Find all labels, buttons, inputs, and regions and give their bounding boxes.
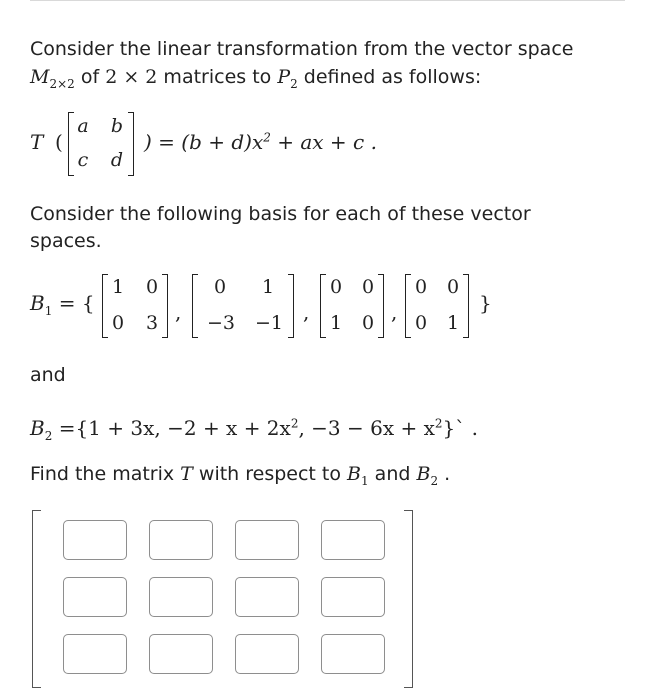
open-paren: ( [55, 130, 63, 154]
b1-m4-right-bracket [463, 274, 469, 338]
b1-sep: , [391, 300, 398, 324]
answer-cell-r1-c1[interactable] [63, 520, 127, 560]
b1-m2-entry: −1 [254, 312, 283, 334]
basis-B2: $B_2 =\{1 + 3x$, $-2 + x + 2x^2$, $-3 - 6x + x^2\}`$ . [30, 416, 478, 443]
answer-left-bracket [32, 510, 41, 688]
answer-cell-r1-c3[interactable] [235, 520, 299, 560]
space-symbol: M [30, 66, 50, 88]
b1-m2-entry: 1 [261, 276, 275, 298]
b1-m4-entry: 0 [414, 312, 428, 334]
answer-cell-r2-c3[interactable] [235, 577, 299, 617]
T-symbol: T [30, 130, 44, 154]
def-matrix-d: d [110, 149, 124, 171]
b1-m3-entry: 0 [361, 312, 375, 334]
b1-m3-right-bracket [378, 274, 384, 338]
transformation-rhs: ) = $(b + d)x^2$ + ax + c . [144, 130, 377, 154]
target-symbol: P [277, 66, 291, 88]
b1-m3-entry: 0 [329, 276, 343, 298]
intro-line-1: Consider the linear transformation from the vector space [30, 38, 574, 60]
answer-cell-r1-c2[interactable] [149, 520, 213, 560]
intro-line-2 [30, 64, 481, 90]
b1-m3-entry: 0 [361, 276, 375, 298]
answer-cell-r3-c4[interactable] [321, 634, 385, 674]
answer-cell-r2-c2[interactable] [149, 577, 213, 617]
b1-sep: , [175, 300, 182, 324]
def-matrix-b: b [110, 115, 124, 137]
answer-cell-r2-c1[interactable] [63, 577, 127, 617]
b1-m2-entry: −3 [206, 312, 235, 334]
intro-of: of [74, 66, 106, 88]
answer-cell-r3-c3[interactable] [235, 634, 299, 674]
def-matrix-a: a [77, 115, 89, 137]
B1-label: $B_1$ = { [30, 291, 95, 318]
basis-intro-line-1: Consider the following basis for each of these vector [30, 203, 531, 225]
b1-m1-entry: 0 [145, 276, 159, 298]
target-subscript: 2 [290, 76, 298, 91]
def-matrix-c: c [77, 149, 89, 171]
def-matrix-right-bracket [128, 112, 134, 176]
b1-sep: , [303, 300, 310, 324]
space-subscript: 2×2 [49, 76, 75, 91]
answer-cell-r3-c1[interactable] [63, 634, 127, 674]
top-divider [30, 0, 625, 1]
b1-m1-entry: 3 [145, 312, 159, 334]
b1-m4-entry: 1 [446, 312, 460, 334]
b1-m2-left-bracket [192, 274, 198, 338]
b1-m1-right-bracket [162, 274, 168, 338]
B1-close-brace: } [479, 291, 492, 315]
answer-cell-r2-c4[interactable] [321, 577, 385, 617]
b1-m2-entry: 0 [213, 276, 227, 298]
question-text: Find the matrix T with respect to $B_1$ and $B_2$ . [30, 463, 451, 488]
and-text: and [30, 364, 66, 386]
b1-m4-entry: 0 [446, 276, 460, 298]
matrix-dims: 2 × 2 [105, 66, 158, 88]
answer-right-bracket [404, 510, 413, 688]
b1-m1-entry: 0 [111, 312, 125, 334]
answer-cell-r1-c4[interactable] [321, 520, 385, 560]
intro-matrices-to: matrices to [157, 66, 278, 88]
b1-m1-entry: 1 [111, 276, 125, 298]
b1-m2-right-bracket [288, 274, 294, 338]
answer-cell-r3-c2[interactable] [149, 634, 213, 674]
intro-defined: defined as follows: [297, 66, 482, 88]
b1-m4-entry: 0 [414, 276, 428, 298]
b1-m3-entry: 1 [329, 312, 343, 334]
basis-intro-line-2: spaces. [30, 230, 102, 252]
